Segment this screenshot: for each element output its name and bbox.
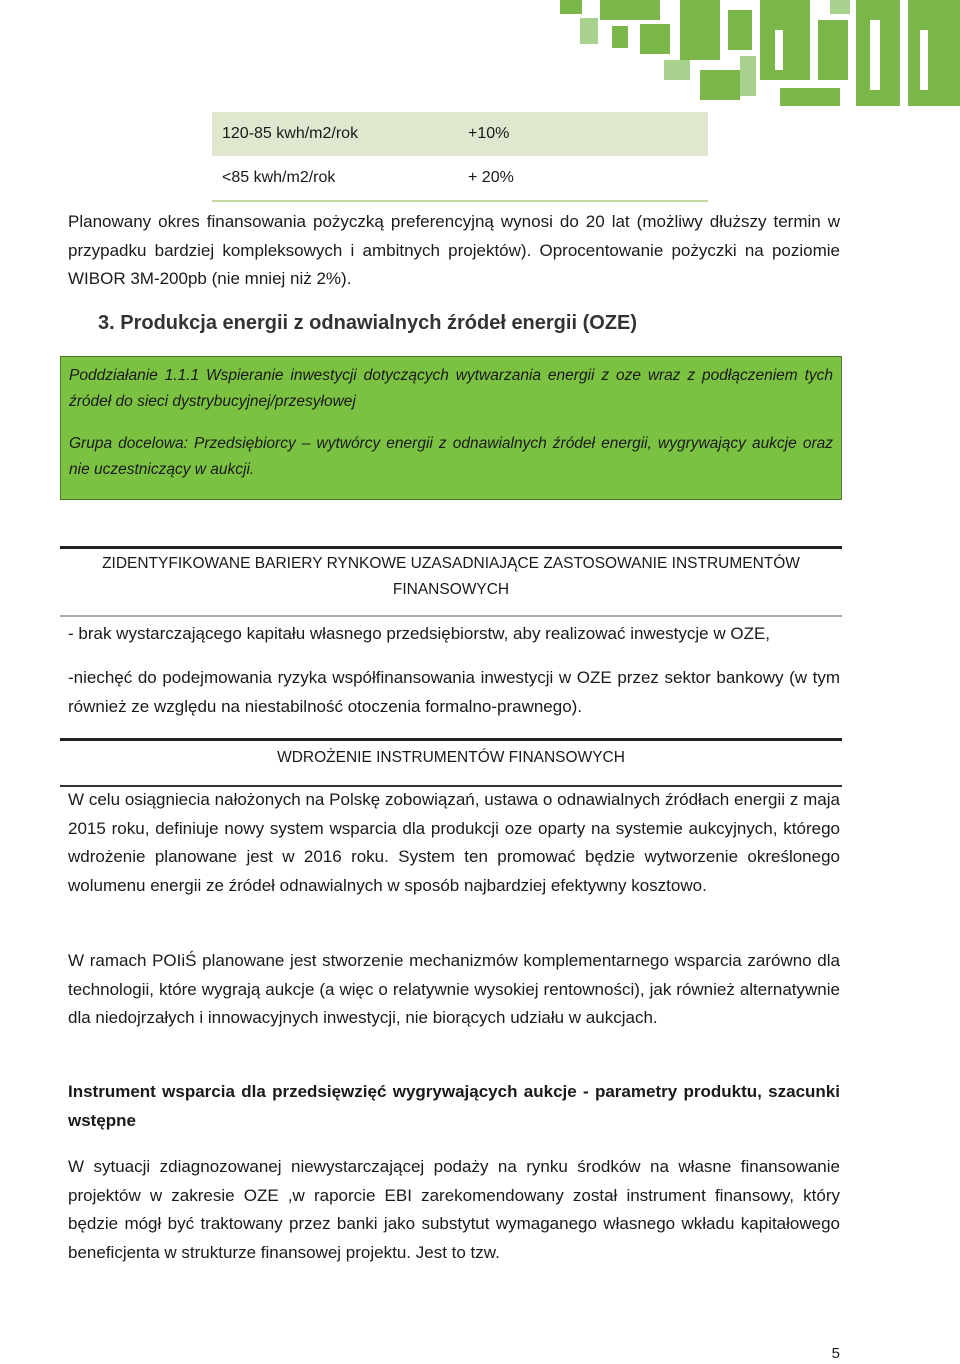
table-cell-bonus: +10%	[468, 125, 510, 142]
barriers-heading-box	[60, 546, 842, 617]
barrier-item-1: - brak wystarczającego kapitału własnego przedsiębiorstw, aby realizować inwestycje w OZE,	[68, 624, 771, 643]
implementation-heading: WDROŻENIE INSTRUMENTÓW FINANSOWYCH	[277, 749, 625, 766]
table-bottom-rule	[212, 200, 708, 202]
heading-rule	[60, 615, 842, 617]
table-cell-energy: 120-85 kwh/m2/rok	[222, 125, 359, 142]
implementation-paragraph-3: W sytuacji zdiagnozowanej niewystarczającej podaży na rynku środków na własne finansowanie projektów w zakresie OZE ,w raporcie EBI zarekomendowany został instrument finansowy, który będzie mógł być traktowany przez banki jako substytut wymaganego własnego wkładu kapitałowego beneficjenta w strukturze finansowej projektu. Jest to tzw.	[68, 1157, 840, 1262]
decorative-header-graphic	[0, 0, 960, 110]
intro-paragraph: Planowany okres finansowania pożyczką preferencyjną wynosi do 20 lat (możliwy dłuższy termin w przypadku bardziej kompleksowych i ambitnych projektów). Oprocentowanie pożyczki na poziomie WIBOR 3M-200pb (nie mniej niż 2%).	[68, 212, 840, 288]
table-row	[212, 156, 708, 200]
barrier-item-2: -niechęć do podejmowania ryzyka współfinansowania inwestycji w OZE przez sektor bankowy (w tym również ze względu na niestabilność otoczenia formalno-prawnego).	[68, 668, 840, 716]
implementation-paragraph-1: W celu osiągniecia nałożonych na Polskę zobowiązań, ustawa o odnawialnych źródłach energii z maja 2015 roku, definiuje nowy system wsparcia dla produkcji oze oparty na systemie aukcyjnych, którego wdrożenie planowane jest w 2016 roku. System ten promować będzie wytworzenie określonego wolumenu energii ze źródeł odnawialnych w sposób najbardziej efektywny kosztowo.	[68, 790, 840, 895]
table-cell-bonus: + 20%	[468, 169, 514, 186]
barriers-heading: ZIDENTYFIKOWANE BARIERY RYNKOWE UZASADNIAJĄCE ZASTOSOWANIE INSTRUMENTÓW FINANSOWYCH	[102, 555, 800, 598]
section-heading: 3. Produkcja energii z odnawialnych źródeł energii (OZE)	[98, 312, 638, 334]
page-number: 5	[831, 1345, 840, 1362]
table-cell-energy: <85 kwh/m2/rok	[222, 169, 336, 186]
table-row	[212, 112, 708, 156]
measure-description: Poddziałanie 1.1.1 Wspieranie inwestycji dotyczących wytwarzania energii z oze wraz z podłączeniem tych źródeł do sieci dystrybucyjnej/przesyłowej	[69, 367, 833, 410]
measure-info-box	[60, 356, 842, 500]
implementation-heading-box	[60, 738, 842, 787]
target-group: Grupa docelowa: Przedsiębiorcy – wytwórcy energii z odnawialnych źródeł energii, wygrywający aukcje oraz nie uczestniczący w aukcji.	[69, 435, 833, 478]
energy-bonus-table	[212, 112, 708, 202]
instrument-heading: Instrument wsparcia dla przedsięwzięć wygrywających aukcje - parametry produktu, szacunki wstępne	[68, 1082, 840, 1130]
implementation-paragraph-2: W ramach POIiŚ planowane jest stworzenie mechanizmów komplementarnego wsparcia zarówno dla technologii, które wygrają aukcje (a więc o relatywnie wysokiej rentowności), jak również alternatywnie dla niedojrzałych i innowacyjnych inwestycji, nie biorących udziału w aukcjach.	[68, 951, 840, 1027]
